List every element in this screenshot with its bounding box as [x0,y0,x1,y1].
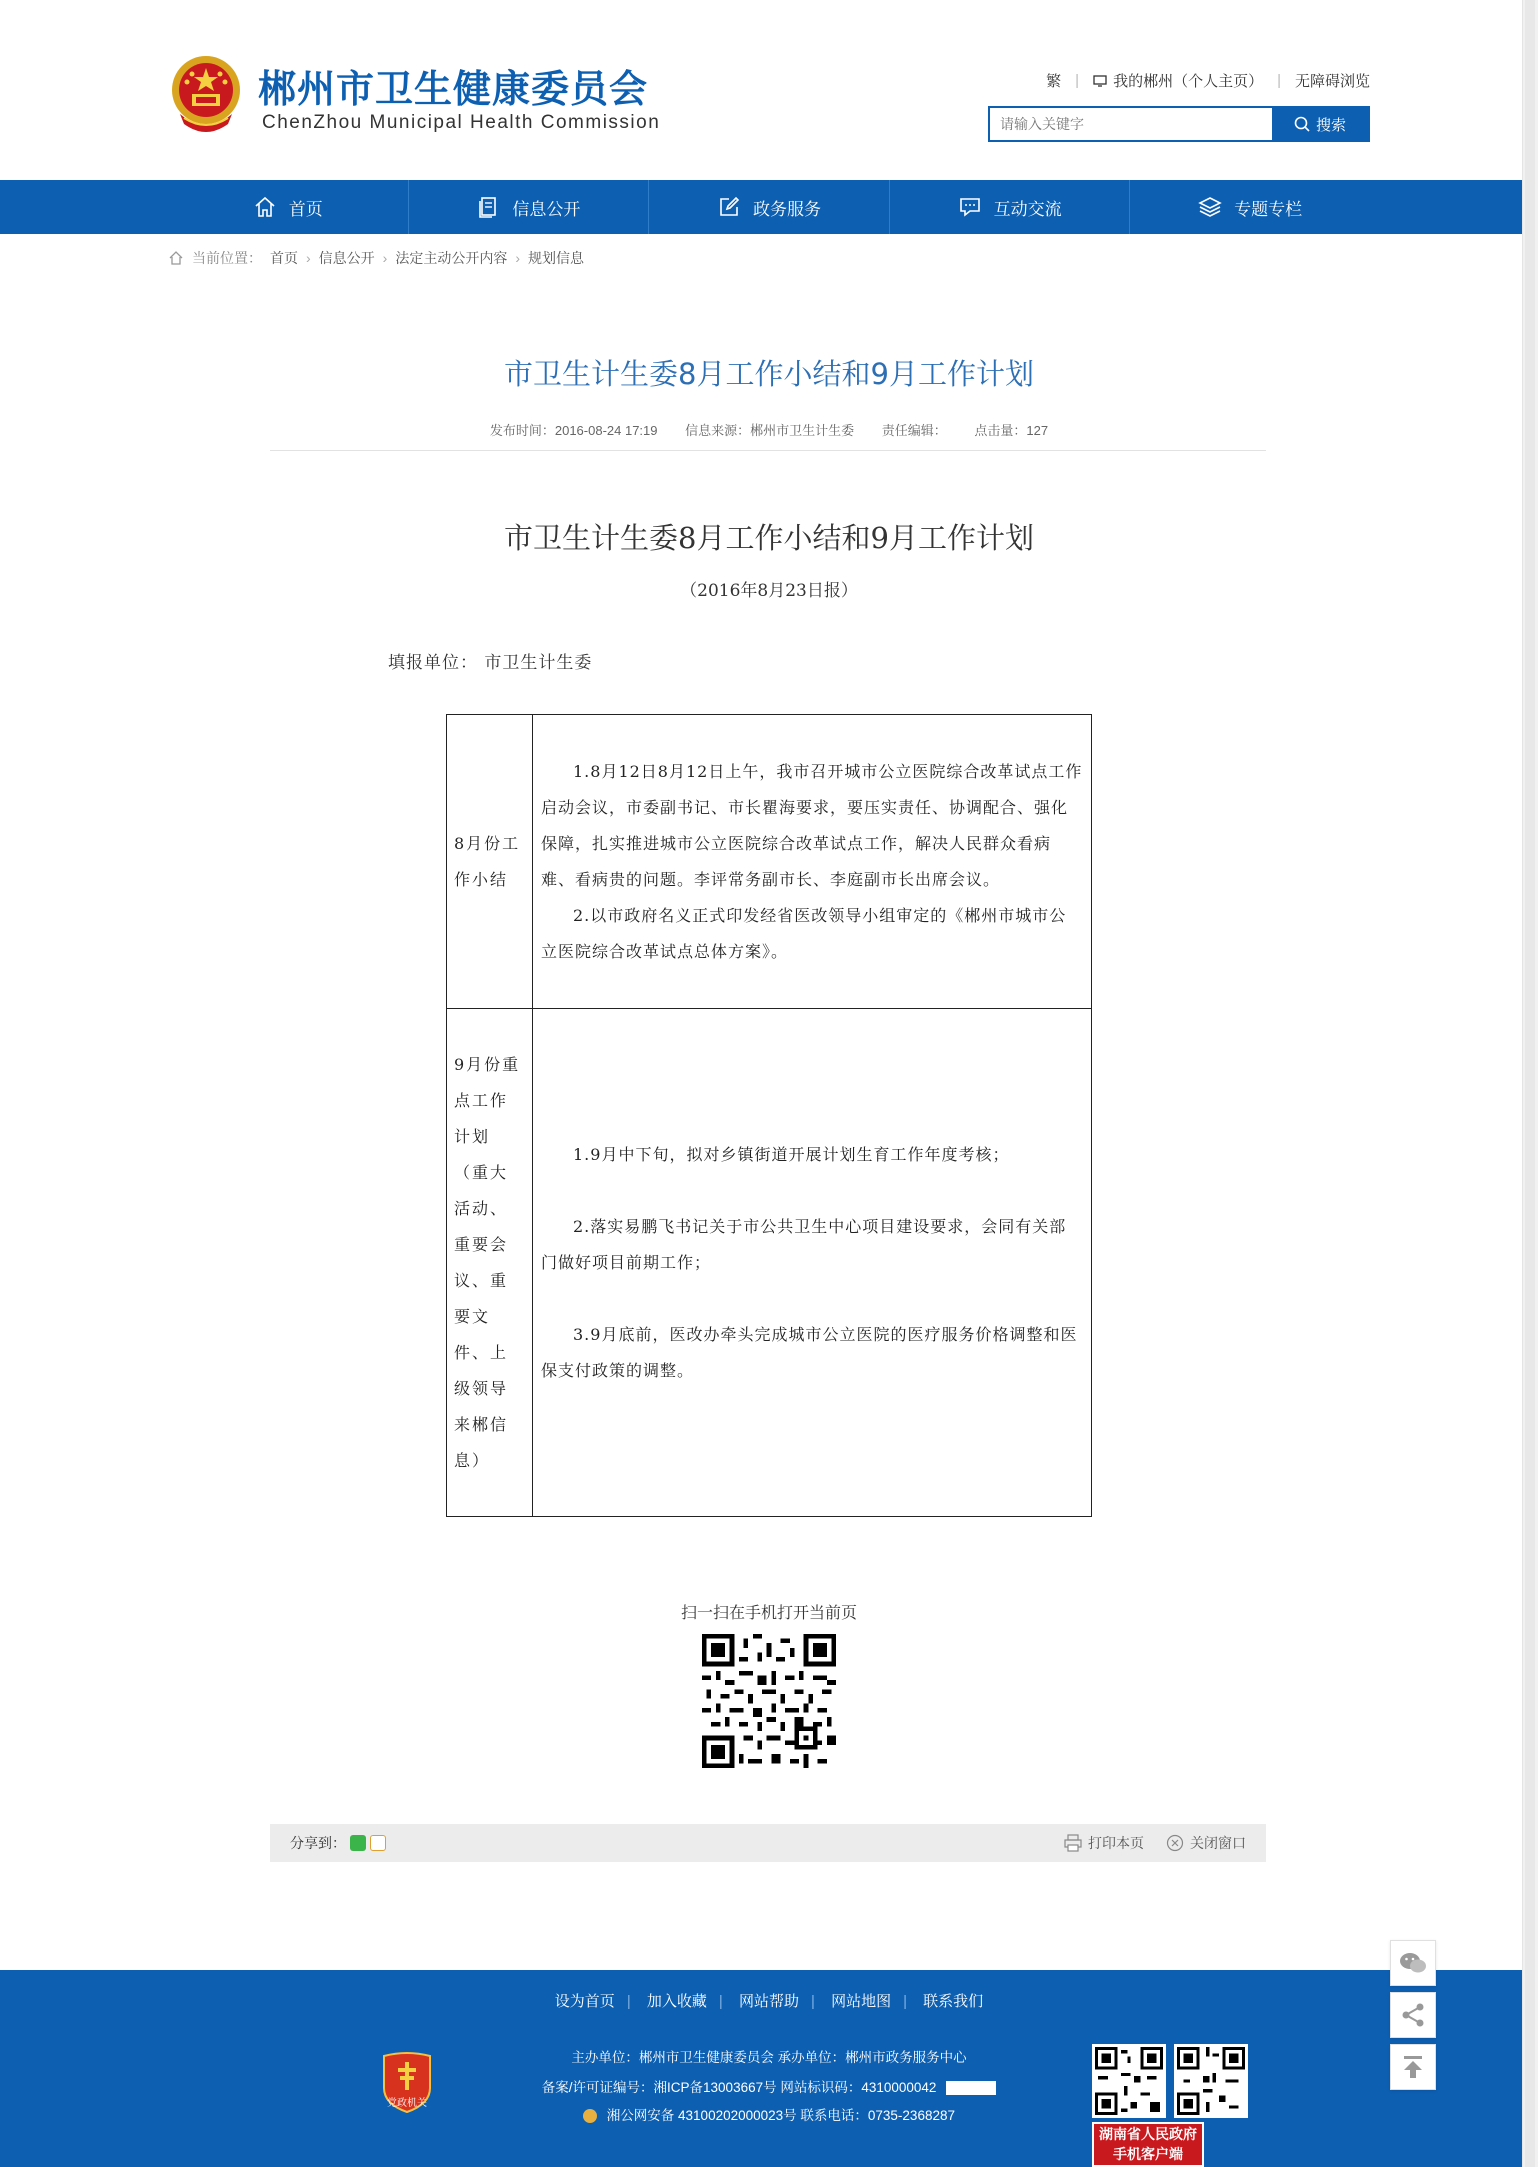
site-title: 郴州市卫生健康委员会 [258,69,649,111]
breadcrumb-item-info[interactable]: 信息公开 [318,250,375,266]
table-row-content [533,1009,1092,1517]
search-button[interactable] [1272,108,1368,140]
print-label: 打印本页 [1088,1835,1144,1851]
table-row-label: 9月份重点工作计划（重大活动、重要会议、重要文件、上级领导来郴信息） [447,1009,533,1517]
reporting-unit: 填报单位： 市卫生计生委 [388,653,593,673]
chevron-right-icon: › [515,250,521,266]
paragraph: 1.9月中下旬，拟对乡镇街道开展计划生育工作年度考核； [573,1144,1010,1164]
article-title: 市卫生计生委8月工作小结和9月工作计划 [504,357,1034,391]
accessible-browse-link[interactable]: 无障碍浏览 [1294,73,1370,90]
close-window-button[interactable] [1166,1833,1246,1853]
hunan-badge-line1: 湖南省人民政府 [1099,2126,1197,2142]
nav-item-special-topics[interactable] [1130,180,1370,234]
footer-link-set-home[interactable]: 设为首页 [554,1993,615,2010]
wechat-share-icon[interactable] [350,1835,366,1851]
editor: 责任编辑： [881,423,947,438]
qr-caption: 扫一扫在手机打开当前页 [680,1605,857,1622]
chat-icon [958,195,982,219]
site-subtitle: ChenZhou Municipal Health Commission [262,112,661,133]
hunan-badge-line2: 手机客户端 [1113,2146,1183,2162]
report-table [446,714,1092,1517]
cnzz-badge-icon[interactable] [946,2081,996,2095]
breadcrumb-item-home[interactable]: 首页 [270,250,298,266]
wechat-float-button[interactable] [1390,1940,1436,1986]
weibo-share-icon[interactable] [370,1835,386,1851]
scrollbar-thumb[interactable] [1525,0,1535,2167]
nav-item-home[interactable] [168,180,409,234]
printer-icon [1064,1834,1082,1852]
back-to-top-button[interactable] [1390,2044,1436,2090]
search-button-label: 搜索 [1315,116,1346,134]
monitor-icon [1093,75,1107,87]
document-title: 市卫生计生委8月工作小结和9月工作计划 [504,521,1034,555]
footer-line-police [0,2104,1538,2124]
edit-icon [717,195,741,219]
table-row [447,715,1092,1009]
separator: | [1075,72,1080,89]
separator: | [1277,72,1281,89]
traditional-chinese-link[interactable]: 繁 [1046,73,1062,90]
share-float-button[interactable] [1390,1992,1436,2038]
print-button[interactable] [1064,1833,1144,1853]
my-chenzhou-link[interactable] [1093,70,1263,91]
publish-time: 发布时间：2016-08-24 17:19 [489,423,658,438]
search-input[interactable] [990,108,1272,140]
footer-line-organizer: 主办单位：郴州市卫生健康委员会 承办单位：郴州市政务服务中心 [571,2050,967,2065]
table-row [447,1009,1092,1517]
qr-code-icon [702,1634,836,1768]
nav-item-gov-services[interactable] [649,180,890,234]
search-icon [1294,116,1310,132]
breadcrumb-prefix: 当前位置： [192,250,262,266]
search-box [988,106,1370,142]
footer-line-police-text: 湘公网安备 43100202000023号 联系电话：0735-2368287 [606,2108,955,2123]
qr-code-icon [1092,2044,1166,2118]
my-chenzhou-label: 我的郴州（个人主页） [1113,73,1264,90]
close-icon [1166,1834,1184,1852]
chevron-right-icon: › [306,250,311,266]
breadcrumb [168,248,584,268]
national-emblem-logo [168,54,244,136]
nav-item-label: 首页 [288,199,323,219]
main-nav [0,180,1522,234]
paragraph: 2.落实易鹏飞书记关于市公共卫生中心项目建设要求，会同有关部门做好项目前期工作； [541,1216,1067,1272]
nav-item-label: 信息公开 [512,199,581,219]
wechat-icon [1398,1950,1428,1976]
paragraph: 3.9月底前，医改办牵头完成城市公立医院的医疗服务价格调整和医保支付政策的调整。 [541,1324,1078,1380]
footer-line-icp [0,2076,1538,2096]
footer-link-favorite[interactable]: 加入收藏 [646,1993,707,2010]
document-icon [476,195,500,219]
footer-links: 设为首页 | 加入收藏 | 网站帮助 | 网站地图 | 联系我们 [554,1993,984,2010]
divider [270,450,1266,451]
table-row-label: 8月份工作小结 [447,715,533,1009]
hunan-gov-app-badge[interactable] [1092,2122,1204,2167]
nav-item-info-disclosure[interactable] [409,180,650,234]
footer-link-contact[interactable]: 联系我们 [923,1993,984,2010]
share-bar [270,1824,1266,1862]
top-links [1046,70,1370,91]
home-icon [253,195,277,219]
paragraph: 1.8月12日8月12日上午，我市召开城市公立医院综合改革试点工作启动会议，市委副书记、市长瞿海要求，要压实责任、协调配合、强化保障，扎实推进城市公立医院综合改革试点工作，解决人民群众看病难、看病贵的问题。李评常务副市长、李庭副市长出席会议。 [541,761,1083,889]
nav-item-label: 专题专栏 [1234,199,1303,219]
breadcrumb-item-legal[interactable]: 法定主动公开内容 [395,250,508,266]
close-label: 关闭窗口 [1190,1835,1246,1851]
nav-item-label: 互动交流 [993,199,1062,219]
footer-link-help[interactable]: 网站帮助 [738,1993,799,2010]
nav-item-interaction[interactable] [890,180,1131,234]
nav-item-label: 政务服务 [752,199,821,219]
chevron-right-icon: › [382,250,388,266]
table-row-content [533,715,1092,1009]
spacer [541,1173,1083,1209]
police-badge-icon [583,2109,597,2123]
breadcrumb-item-planning[interactable]: 规划信息 [528,250,585,266]
share-label: 分享到： [290,1835,346,1851]
qr-code-icon [1174,2044,1248,2118]
home-icon [168,250,184,266]
footer-link-sitemap[interactable]: 网站地图 [831,1993,892,2010]
article-meta [0,420,1538,439]
badge-label: 党政机关 [387,2098,427,2109]
info-source: 信息来源：郴州市卫生计生委 [685,423,855,438]
spacer [541,1281,1083,1317]
footer-line-icp-text: 备案/许可证编号：湘ICP备13003667号 网站标识码：4310000042 [541,2080,937,2095]
layers-icon [1198,195,1222,219]
arrow-up-icon [1401,2054,1425,2080]
view-count: 点击量：127 [974,423,1049,438]
paragraph: 2.以市政府名义正式印发经省医改领导小组审定的《郴州市城市公立医院综合改革试点总体方案》。 [541,905,1067,961]
share-icon [1400,2002,1426,2028]
document-date: （2016年8月23日报） [680,581,858,601]
